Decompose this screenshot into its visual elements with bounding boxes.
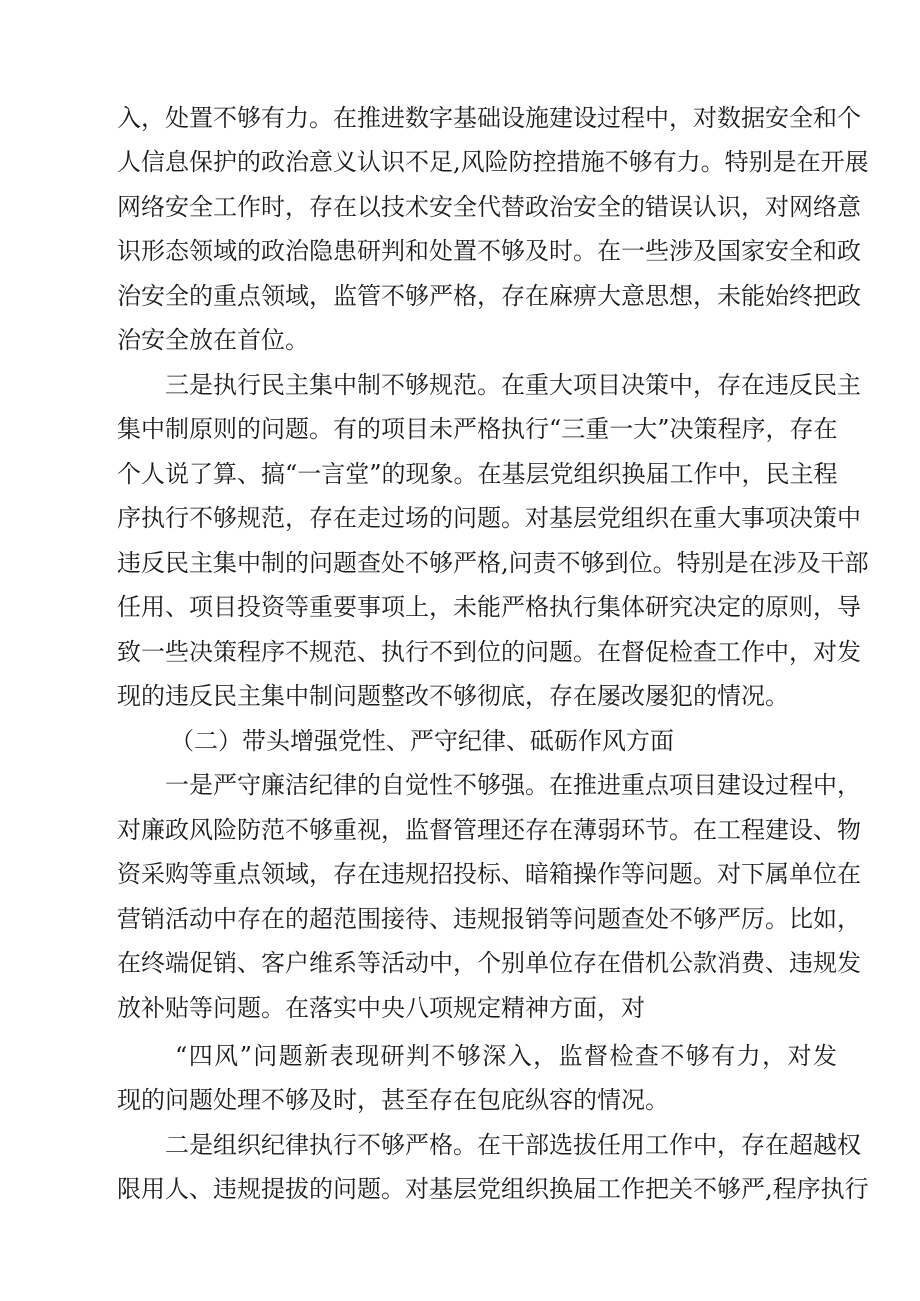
paragraph-line: 集中制原则的问题。有的项目未严格执行“三重一大”决策程序，存在 <box>117 415 838 443</box>
paragraph-line: 致一些决策程序不规范、执行不到位的问题。在督促检查工作中，对发 <box>117 638 861 666</box>
paragraph-line: 对廉政风险防范不够重视，监督管理还存在薄弱环节。在工程建设、物 <box>117 816 861 844</box>
paragraph-line: 治安全的重点领域，监管不够严格，存在麻痹大意思想，未能始终把政 <box>117 282 861 310</box>
paragraph-line: 任用、项目投资等重要事项上，未能严格执行集体研究决定的原则，导 <box>117 593 861 621</box>
paragraph-line: 现的违反民主集中制问题整改不够彻底，存在屡改屡犯的情况。 <box>117 682 789 710</box>
paragraph-line: 治安全放在首位。 <box>117 326 309 354</box>
paragraph-line: 一是严守廉洁纪律的自觉性不够强。在推进重点项目建设过程中， <box>165 771 861 799</box>
paragraph-line: 入，处置不够有力。在推进数字基础设施建设过程中，对数据安全和个 <box>117 104 861 132</box>
paragraph-line: “四风”问题新表现研判不够深入，监督检查不够有力，对发 <box>175 1042 837 1070</box>
paragraph-line: 资采购等重点领域，存在违规招投标、暗箱操作等问题。对下属单位在 <box>117 860 861 888</box>
paragraph-line: 序执行不够规范，存在走过场的问题。对基层党组织在重大事项决策中 <box>117 504 861 532</box>
paragraph-line: 放补贴等问题。在落实中央八项规定精神方面，对 <box>117 994 645 1022</box>
paragraph-line: 网络安全工作时，存在以技术安全代替政治安全的错误认识，对网络意 <box>117 193 861 221</box>
paragraph-line: 识形态领域的政治隐患研判和处置不够及时。在一些涉及国家安全和政 <box>117 237 861 265</box>
section-heading: （二）带头增强党性、严守纪律、砥砺作风方面 <box>170 727 674 755</box>
paragraph-line: 人信息保护的政治意义认识不足,风险防控措施不够有力。特别是在开展 <box>117 148 869 176</box>
paragraph-line: 违反民主集中制的问题查处不够严格,问责不够到位。特别是在涉及干部 <box>117 549 869 577</box>
paragraph-line: 三是执行民主集中制不够规范。在重大项目决策中，存在违反民主 <box>165 371 861 399</box>
paragraph-line: 营销活动中存在的超范围接待、违规报销等问题查处不够严厉。比如， <box>117 905 861 933</box>
paragraph-line: 个人说了算、搞“一言堂”的现象。在基层党组织换届工作中，民主程 <box>117 460 838 488</box>
paragraph-line: 二是组织纪律执行不够严格。在干部选拔任用工作中，存在超越权 <box>165 1131 861 1159</box>
paragraph-line: 限用人、违规提拔的问题。对基层党组织换届工作把关不够严,程序执行 <box>117 1175 869 1203</box>
paragraph-line: 在终端促销、客户维系等活动中，个别单位存在借机公款消费、违规发 <box>117 949 861 977</box>
paragraph-line: 现的问题处理不够及时，甚至存在包庇纵容的情况。 <box>117 1086 669 1114</box>
